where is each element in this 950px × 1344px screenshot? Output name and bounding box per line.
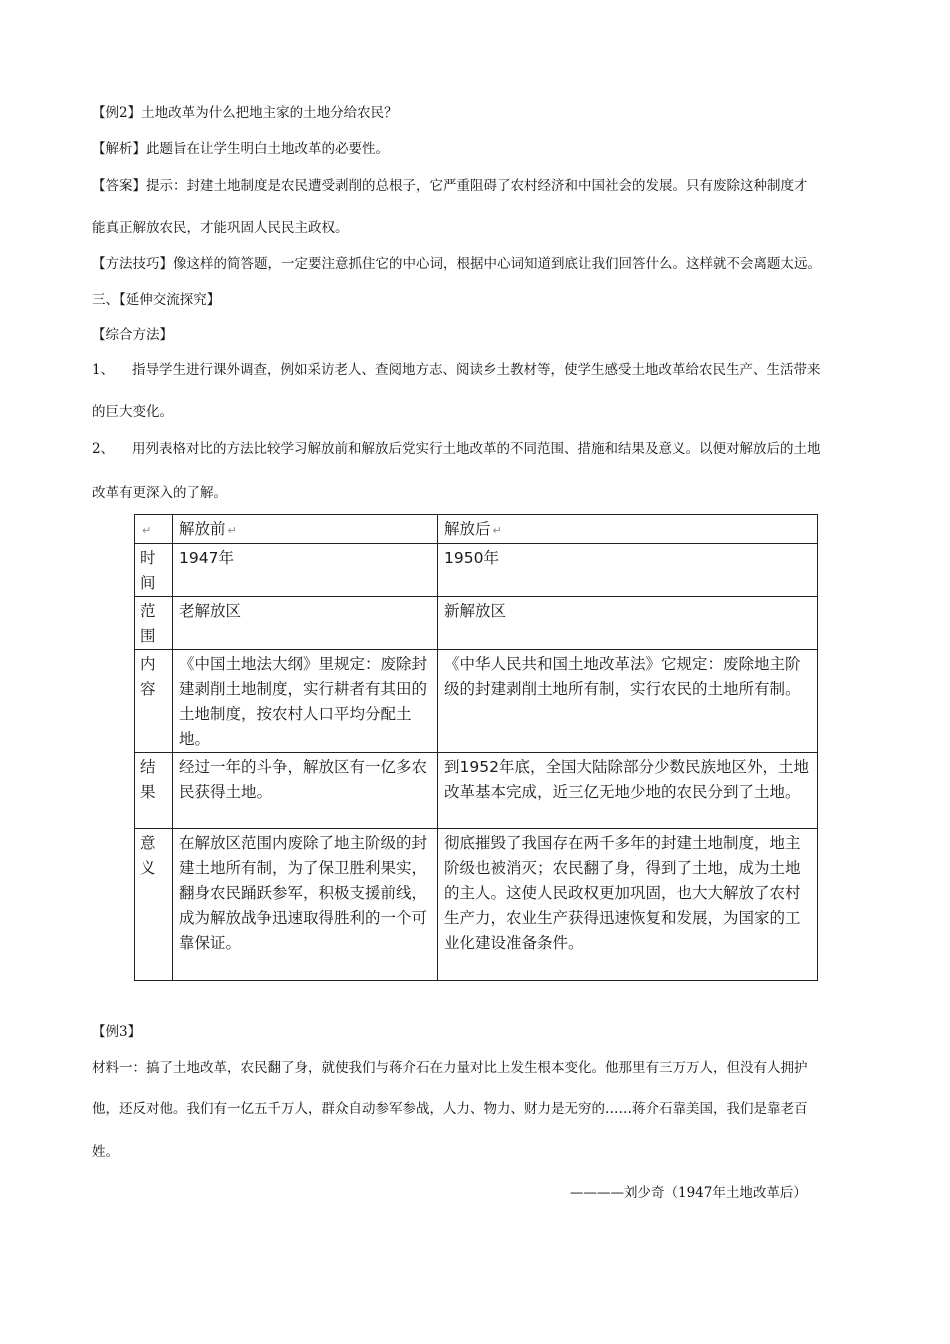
cell-before: 经过一年的斗争，解放区有一亿多农民获得土地。 <box>173 753 438 829</box>
cell-before: 1947年 <box>173 544 438 597</box>
material1-line1: 材料一：搞了土地改革，农民翻了身，就使我们与蒋介石在力量对比上发生根本变化。他那里有三万万人，但没有人拥护 <box>92 1060 808 1076</box>
cell-after: 《中华人民共和国土地改革法》它规定：废除地主阶级的封建剥削土地所有制，实行农民的土地所有制。 <box>438 650 818 753</box>
example2-answer-line1: 【答案】提示：封建土地制度是农民遭受剥削的总根子，它严重阻碍了农村经济和中国社会的发展。只有废除这种制度才 <box>92 178 808 194</box>
cell-before: 老解放区 <box>173 597 438 650</box>
cell-after: 新解放区 <box>438 597 818 650</box>
method-item-1-line1 <box>92 361 862 379</box>
method-heading: 【综合方法】 <box>92 327 173 343</box>
column-header-after-label: 解放后 <box>444 520 491 538</box>
return-mark-icon: ↵ <box>492 524 502 537</box>
section3-heading: 三、【延伸交流探究】 <box>92 292 221 308</box>
column-header-before <box>173 515 438 544</box>
method-item-2-line2 <box>92 484 862 502</box>
row-label: 范围 <box>135 597 173 650</box>
table-row-scope <box>135 597 818 650</box>
method-item-1-line2 <box>92 403 862 421</box>
item-number: 1、 <box>92 362 115 378</box>
return-mark-icon: ↵ <box>227 524 237 537</box>
item-text: 用列表格对比的方法比较学习解放前和解放后党实行土地改革的不同范围、措施和结果及意义。以便对解放后的土地 <box>132 441 821 457</box>
example2-question: 【例2】土地改革为什么把地主家的土地分给农民？ <box>92 105 398 121</box>
material1-line2: 他，还反对他。我们有一亿五千万人，群众自动参军参战，人力、物力、财力是无穷的……蒋介石靠美国，我们是靠老百 <box>92 1101 808 1117</box>
example2-analysis: 【解析】此题旨在让学生明白土地改革的必要性。 <box>92 141 389 157</box>
method-item-2-line1 <box>92 440 862 458</box>
table-row-time <box>135 544 818 597</box>
return-mark-icon: ↵ <box>142 524 152 537</box>
quote-attribution: ————刘少奇（1947年土地改革后） <box>570 1185 807 1201</box>
cell-after: 到1952年底，全国大陆除部分少数民族地区外，土地改革基本完成，近三亿无地少地的农民分到了土地。 <box>438 753 818 829</box>
cell-after: 彻底摧毁了我国存在两千多年的封建土地制度，地主阶级也被消灭；农民翻了身，得到了土地，成为土地的主人。这使人民政权更加巩固，也大大解放了农村生产力，农业生产获得迅速恢复和发展，为国家的工业化建设准备条件。 <box>438 829 818 981</box>
row-label: 内容 <box>135 650 173 753</box>
item-text: 的巨大变化。 <box>92 404 173 420</box>
material1-line3: 姓。 <box>92 1144 119 1160</box>
land-reform-comparison-table <box>134 514 818 981</box>
table-header-row <box>135 515 818 544</box>
column-header-before-label: 解放前 <box>179 520 226 538</box>
example2-method-tip: 【方法技巧】像这样的简答题，一定要注意抓住它的中心词，根据中心词知道到底让我们回答什么。这样就不会离题太远。 <box>92 256 821 272</box>
table-row-content <box>135 650 818 753</box>
row-label: 时间 <box>135 544 173 597</box>
example2-answer-line2: 能真正解放农民，才能巩固人民民主政权。 <box>92 220 349 236</box>
row-label: 意义 <box>135 829 173 981</box>
column-header-after <box>438 515 818 544</box>
table-row-significance <box>135 829 818 981</box>
cell-before: 《中国土地法大纲》里规定：废除封建剥削土地制度，实行耕者有其田的土地制度，按农村人口平均分配土地。 <box>173 650 438 753</box>
item-number: 2、 <box>92 441 115 457</box>
table-row-result <box>135 753 818 829</box>
row-label: 结果 <box>135 753 173 829</box>
example3-heading: 【例3】 <box>92 1024 142 1040</box>
cell-before: 在解放区范围内废除了地主阶级的封建土地所有制，为了保卫胜利果实，翻身农民踊跃参军，积极支援前线，成为解放战争迅速取得胜利的一个可靠保证。 <box>173 829 438 981</box>
item-text: 指导学生进行课外调查，例如采访老人、查阅地方志、阅读乡土教材等，使学生感受土地改革给农民生产、生活带来 <box>132 362 821 378</box>
item-text: 改革有更深入的了解。 <box>92 485 227 501</box>
cell-after: 1950年 <box>438 544 818 597</box>
table-corner-cell <box>135 515 173 544</box>
